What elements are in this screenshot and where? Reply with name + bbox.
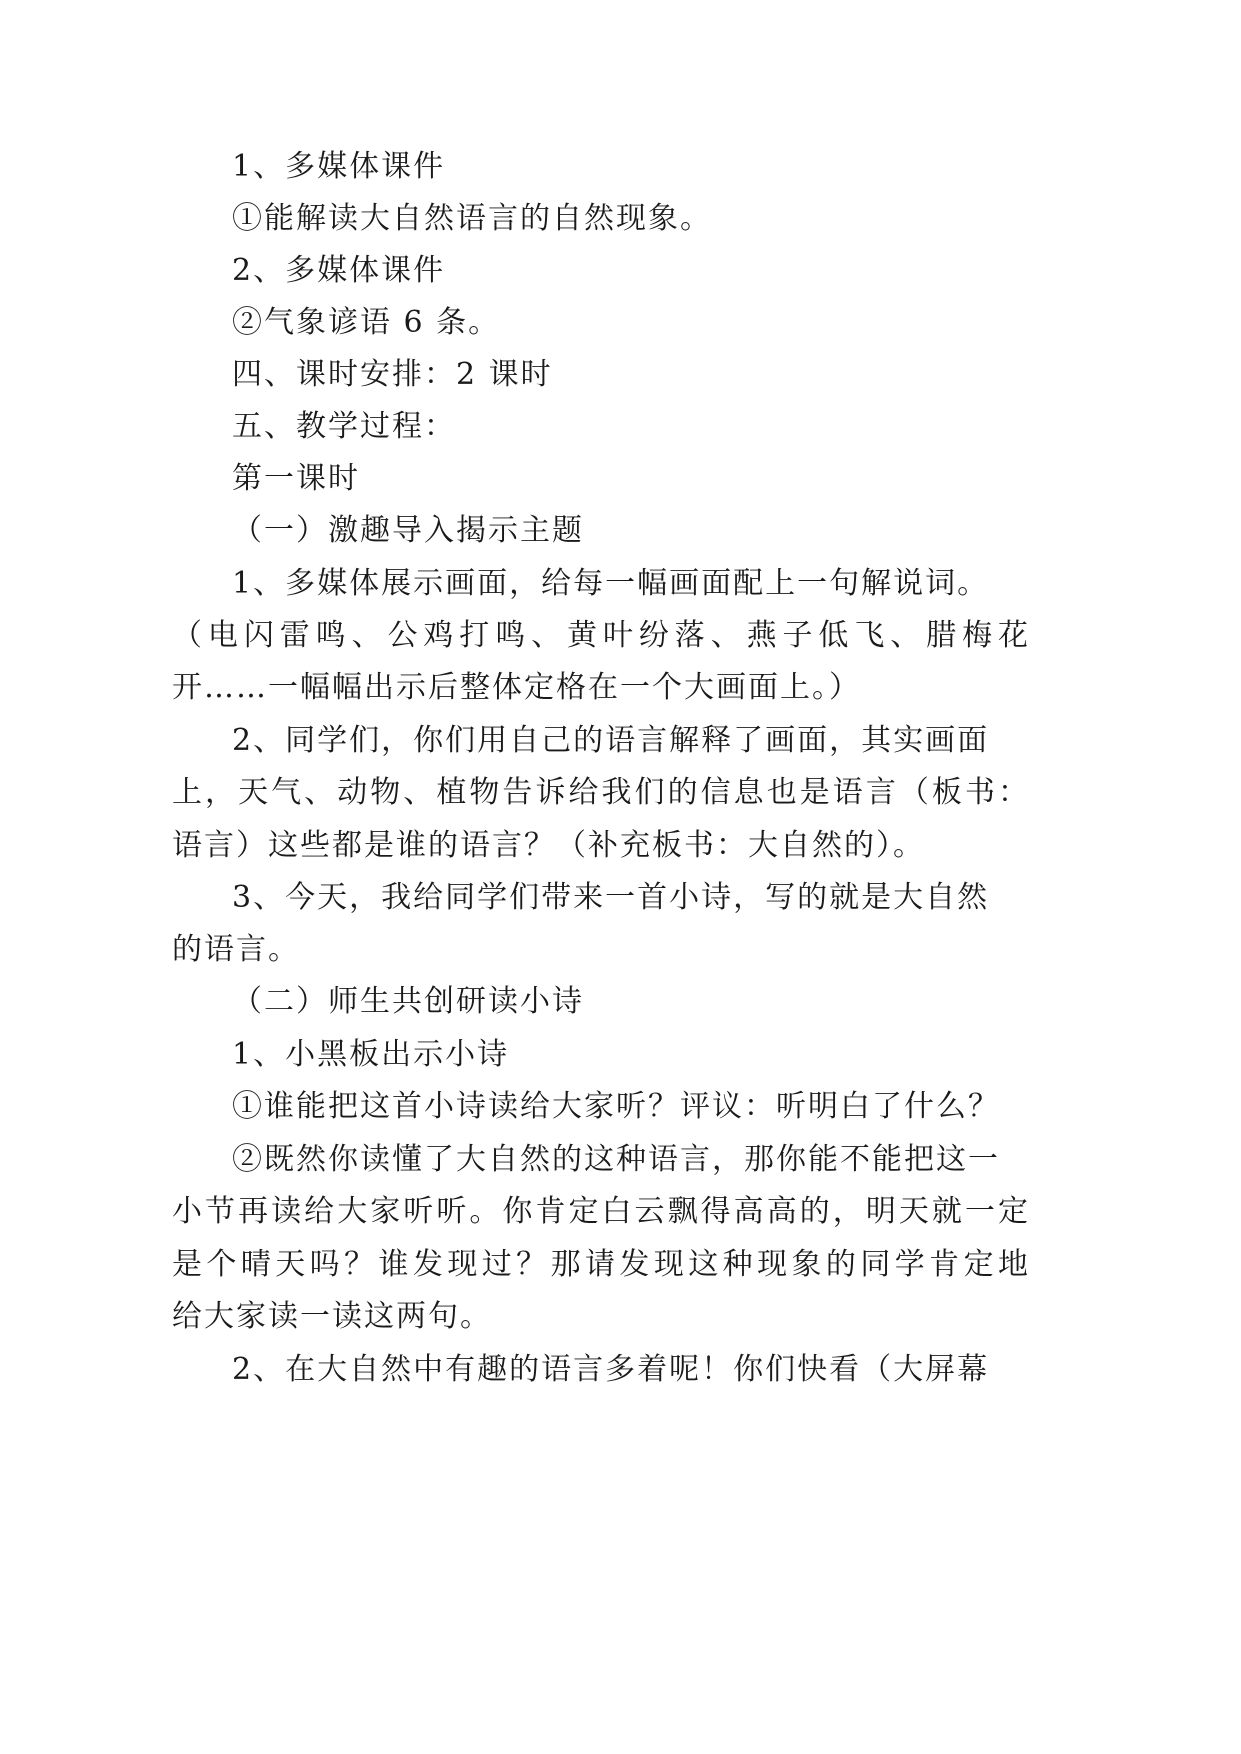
text-line: 2、同学们，你们用自己的语言解释了画面，其实画面 (232, 723, 990, 758)
text-line: 是个晴天吗？谁发现过？那请发现这种现象的同学肯定地 (172, 1247, 1030, 1282)
text-line: 2、在大自然中有趣的语言多着呢！你们快看（大屏幕 (232, 1352, 990, 1387)
text-line: 小节再读给大家听听。你肯定白云飘得高高的，明天就一定 (172, 1194, 1030, 1229)
text-line: 给大家读一读这两句。 (172, 1299, 492, 1334)
text-line: 五、教学过程： (232, 409, 456, 444)
text-line: （电闪雷鸣、公鸡打鸣、黄叶纷落、燕子低飞、腊梅花 (172, 618, 1030, 653)
text-line: 开……一幅幅出示后整体定格在一个大画面上。） (172, 670, 861, 705)
text-line: 上，天气、动物、植物告诉给我们的信息也是语言（板书： (172, 775, 1030, 810)
text-line: ②既然你读懂了大自然的这种语言，那你能不能把这一 (232, 1142, 1000, 1177)
text-line: 3、今天，我给同学们带来一首小诗，写的就是大自然 (232, 880, 990, 915)
text-line: 的语言。 (172, 932, 300, 967)
text-line: 1、多媒体课件 (232, 149, 446, 184)
text-line: 1、小黑板出示小诗 (232, 1037, 510, 1072)
text-line: 第一课时 (232, 461, 360, 496)
text-line: 2、多媒体课件 (232, 253, 446, 288)
text-line: 语言）这些都是谁的语言？（补充板书：大自然的）。 (172, 828, 925, 863)
text-line: 四、课时安排：2 课时 (232, 357, 553, 392)
section-heading: （二）师生共创研读小诗 (232, 984, 584, 1019)
section-heading: （一）激趣导入揭示主题 (232, 513, 584, 548)
text-line: ②气象谚语 6 条。 (232, 305, 501, 340)
text-line: 1、多媒体展示画面，给每一幅画面配上一句解说词。 (232, 566, 990, 601)
text-line: ①能解读大自然语言的自然现象。 (232, 201, 712, 236)
text-line: ①谁能把这首小诗读给大家听？评议：听明白了什么？ (232, 1089, 1000, 1124)
